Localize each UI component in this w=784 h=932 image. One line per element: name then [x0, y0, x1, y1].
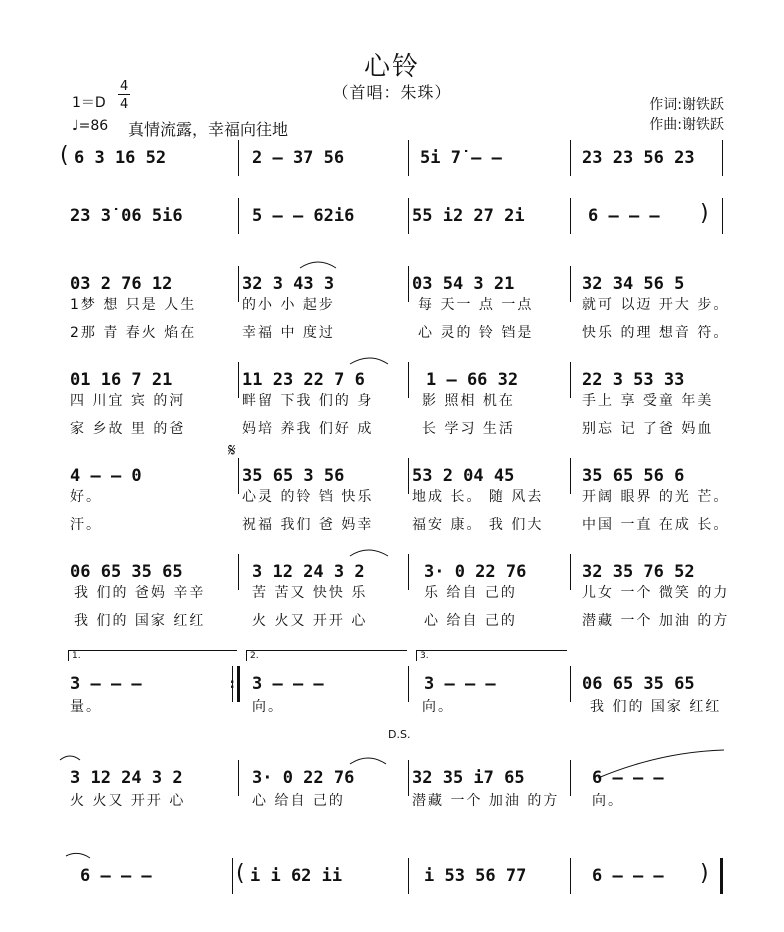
- measure-notes: 1 – 66 32: [426, 370, 519, 390]
- lyric-line: 乐 给自 己的: [424, 585, 517, 601]
- open-paren: (: [60, 143, 69, 168]
- measure-notes: 32 35 76 52: [582, 562, 695, 582]
- lyric-line: 祝福 我们 爸 妈幸: [242, 517, 374, 533]
- measure-notes: 53 2 04 45: [412, 466, 515, 486]
- tie-arc: [300, 262, 336, 268]
- measure-notes: 6 3 16 52: [74, 148, 167, 168]
- measure-notes: 22 3 53 33: [582, 370, 685, 390]
- measure-notes: 23 3̇ 06 5i6: [70, 206, 183, 226]
- lyric-line: 妈培 养我 们好 成: [242, 421, 374, 437]
- lyric-line: 潜藏 一个 加油 的方: [582, 613, 730, 629]
- tie-arc: [350, 358, 388, 364]
- dal-segno-marking: D.S.: [388, 728, 411, 741]
- open-paren: (: [236, 861, 245, 886]
- measure-notes: 3 12 24 3 2: [70, 768, 183, 788]
- measure-notes: 6 – – –: [80, 866, 152, 886]
- lyric-line: 向。: [592, 793, 624, 809]
- segno-icon: 𝄋: [228, 440, 236, 461]
- song-subtitle: （首唱：朱珠）: [332, 83, 452, 102]
- lyric-line: 我 们的 国家 红红: [590, 699, 722, 715]
- measure-notes: 3 – – –: [70, 674, 142, 694]
- song-title: 心铃: [363, 52, 420, 82]
- volta-bracket-3: 3.: [416, 650, 567, 661]
- lyricist-credit: 作词:谢铁跃: [649, 97, 724, 113]
- tempo-marking: ♩=86: [72, 118, 109, 134]
- lyric-line: 就可 以迈 开大 步。: [582, 297, 730, 313]
- lyric-line: 福安 康。 我 们大: [412, 517, 544, 533]
- tie-arc: [598, 750, 724, 778]
- lyric-line: 长 学习 生活: [422, 421, 515, 437]
- measure-notes: 35 65 3 56: [242, 466, 345, 486]
- lyric-line: 苦 苦又 快快 乐: [252, 585, 368, 601]
- lyric-line: 汗。: [70, 517, 102, 533]
- lyric-line: 的小 小 起步: [242, 297, 335, 313]
- measure-notes: i i 62 ii: [250, 866, 343, 886]
- lyric-line: 地成 长。 随 风去: [412, 489, 544, 505]
- lyric-line: 潜藏 一个 加油 的方: [412, 793, 560, 809]
- lyric-line: 四 川宜 宾 的河: [70, 393, 186, 409]
- lyric-line: 2那 青 春火 焰在: [70, 325, 197, 341]
- measure-notes: 6 – – –: [588, 206, 660, 226]
- measure-notes: 3 – – –: [252, 674, 324, 694]
- time-numerator: 4: [120, 79, 129, 94]
- measure-notes: 23 23 56 23: [582, 148, 695, 168]
- lyric-line: 每 天一 点 一点: [418, 297, 534, 313]
- measure-notes: 2 – 37 56: [252, 148, 345, 168]
- tie-arc: [350, 550, 388, 556]
- measure-notes: 4 – – 0: [70, 466, 142, 486]
- lyric-line: 心 灵的 铃 铛是: [418, 325, 534, 341]
- tie-arc: [350, 758, 386, 764]
- measure-notes: 3· 0 22 76: [252, 768, 355, 788]
- lyric-line: 量。: [70, 699, 102, 715]
- close-paren: ): [700, 861, 709, 886]
- lyric-line: 手上 享 受童 年美: [582, 393, 714, 409]
- lyric-line: 家 乡故 里 的爸: [70, 421, 186, 437]
- measure-notes: i 53 56 77: [424, 866, 527, 886]
- lyric-line: 影 照相 机在: [422, 393, 515, 409]
- measure-notes: 3· 0 22 76: [424, 562, 527, 582]
- lyric-line: 心 给自 己的: [252, 793, 345, 809]
- key-signature: 1＝D: [72, 95, 106, 111]
- lyric-line: 我 们的 爸妈 辛辛: [74, 585, 206, 601]
- lyric-line: 畔留 下我 们的 身: [242, 393, 374, 409]
- tie-arc: [66, 853, 90, 858]
- measure-notes: 06 65 35 65: [70, 562, 183, 582]
- measure-notes: 32 34 56 5: [582, 274, 685, 294]
- measure-notes: 32 35 i7 65: [412, 768, 525, 788]
- close-paren: ): [700, 201, 709, 226]
- measure-notes: 5i 7̇ – –: [420, 148, 502, 168]
- lyric-line: 别忘 记 了爸 妈血: [582, 421, 714, 437]
- lyric-line: 向。: [252, 699, 284, 715]
- lyric-line: 火 火又 开开 心: [70, 793, 186, 809]
- measure-notes: 55 i2 27 2i: [412, 206, 525, 226]
- volta-bracket-1: 1.: [68, 650, 237, 661]
- lyric-line: 好。: [70, 489, 102, 505]
- repeat-dots: :: [228, 676, 237, 692]
- measure-notes: 6 – – –: [592, 768, 664, 788]
- measure-notes: 06 65 35 65: [582, 674, 695, 694]
- lyric-line: 开阔 眼界 的光 芒。: [582, 489, 730, 505]
- lyric-line: 1梦 想 只是 人生: [70, 297, 197, 313]
- measure-notes: 32 3 43 3: [242, 274, 335, 294]
- volta-bracket-2: 2.: [246, 650, 407, 661]
- lyric-line: 心 给自 己的: [424, 613, 517, 629]
- lyric-line: 中国 一直 在成 长。: [582, 517, 730, 533]
- composer-credit: 作曲:谢铁跃: [649, 117, 724, 133]
- measure-notes: 3 – – –: [424, 674, 496, 694]
- tie-arc: [60, 756, 80, 760]
- lyric-line: 幸福 中 度过: [242, 325, 335, 341]
- lyric-line: 儿女 一个 微笑 的力: [582, 585, 730, 601]
- measure-notes: 3 12 24 3 2: [252, 562, 365, 582]
- lyric-line: 快乐 的理 想音 符。: [582, 325, 730, 341]
- measure-notes: 03 2 76 12: [70, 274, 173, 294]
- measure-notes: 11 23 22 7 6: [242, 370, 365, 390]
- measure-notes: 01 16 7 21: [70, 370, 173, 390]
- measure-notes: 6 – – –: [592, 866, 664, 886]
- time-denominator: 4: [120, 97, 129, 112]
- measure-notes: 03 54 3 21: [412, 274, 515, 294]
- lyric-line: 心灵 的铃 铛 快乐: [242, 489, 374, 505]
- lyric-line: 我 们的 国家 红红: [74, 613, 206, 629]
- expression-marking: 真情流露，幸福向往地: [128, 120, 289, 139]
- measure-notes: 35 65 56 6: [582, 466, 685, 486]
- lyric-line: 火 火又 开开 心: [252, 613, 368, 629]
- lyric-line: 向。: [422, 699, 454, 715]
- measure-notes: 5 – – 62i6: [252, 206, 355, 226]
